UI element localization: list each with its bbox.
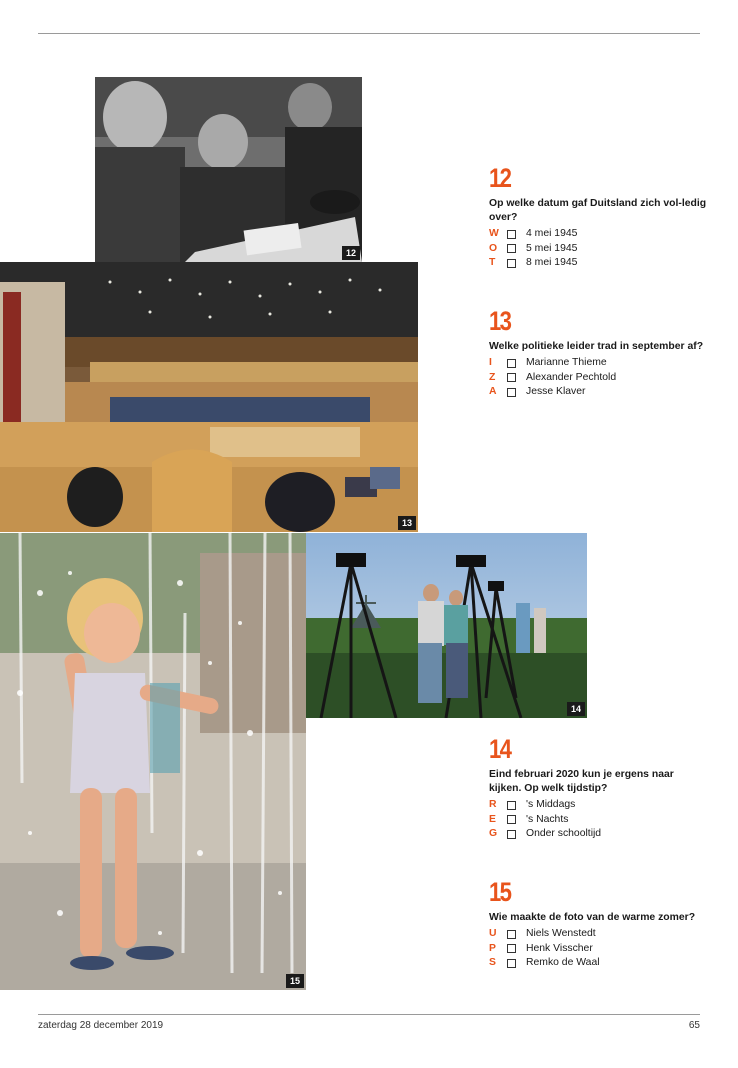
option-letter: R	[489, 799, 497, 810]
surrender-signing-image	[95, 77, 362, 262]
photo-fountain-child	[0, 533, 306, 990]
question-number: 15	[489, 877, 511, 907]
question-13	[489, 307, 709, 400]
answer-option[interactable]	[489, 256, 709, 271]
option-letter: U	[489, 928, 497, 939]
option-label: Jesse Klaver	[526, 386, 586, 397]
photo-badge: 15	[286, 974, 304, 988]
option-letter: O	[489, 242, 498, 254]
option-letter: E	[489, 813, 496, 825]
option-label: Remko de Waal	[526, 957, 600, 968]
fountain-child-image	[0, 533, 306, 990]
option-label: 's Nachts	[526, 813, 569, 825]
option-label: Niels Wenstedt	[526, 928, 596, 939]
question-number: 13	[489, 306, 511, 336]
top-rule	[38, 33, 700, 34]
answer-option[interactable]	[489, 227, 709, 242]
answer-option[interactable]	[489, 385, 709, 400]
checkbox[interactable]	[507, 259, 516, 268]
option-label: Marianne Thieme	[526, 357, 607, 368]
question-text: Op welke datum gaf Duitsland zich vol-ledig over?	[489, 198, 707, 223]
question-15	[489, 878, 709, 971]
photo-surrender-signing	[95, 77, 362, 262]
bottom-rule	[38, 1014, 700, 1015]
answer-option[interactable]	[489, 927, 709, 942]
answer-option[interactable]	[489, 827, 709, 842]
option-label: 's Middags	[526, 799, 576, 810]
option-letter: S	[489, 957, 496, 968]
answer-option[interactable]	[489, 813, 709, 828]
checkbox[interactable]	[507, 815, 516, 824]
checkbox[interactable]	[507, 388, 516, 397]
question-text: Welke politieke leider trad in september af?	[489, 341, 704, 352]
option-letter: G	[489, 828, 498, 839]
option-label: Alexander Pechtold	[526, 371, 617, 383]
checkbox[interactable]	[507, 230, 516, 239]
checkbox[interactable]	[507, 944, 516, 953]
question-number: 14	[489, 734, 511, 764]
answer-option[interactable]	[489, 798, 709, 813]
page-number: 65	[688, 1020, 700, 1031]
answer-option[interactable]	[489, 242, 709, 257]
checkbox[interactable]	[507, 959, 516, 968]
option-letter: P	[489, 942, 496, 954]
option-letter: I	[489, 357, 492, 368]
option-letter: Z	[489, 371, 496, 383]
option-label: 5 mei 1945	[526, 242, 578, 254]
photographers-image	[306, 533, 587, 718]
question-14	[489, 735, 709, 842]
photo-badge: 12	[342, 246, 360, 260]
option-label: 4 mei 1945	[526, 228, 578, 239]
option-letter: W	[489, 228, 499, 239]
checkbox[interactable]	[507, 801, 516, 810]
question-text: Eind februari 2020 kun je ergens naar kijken. Op welk tijdstip?	[489, 769, 674, 794]
option-letter: T	[489, 257, 496, 268]
answer-option[interactable]	[489, 371, 709, 386]
answer-option[interactable]	[489, 356, 709, 371]
question-number: 12	[489, 163, 511, 193]
checkbox[interactable]	[507, 373, 516, 382]
option-label: 8 mei 1945	[526, 257, 578, 268]
footer-date: zaterdag 28 december 2019	[38, 1020, 164, 1031]
parliament-image	[0, 262, 418, 532]
option-letter: A	[489, 386, 497, 397]
checkbox[interactable]	[507, 359, 516, 368]
photo-badge: 13	[398, 516, 416, 530]
checkbox[interactable]	[507, 930, 516, 939]
checkbox[interactable]	[507, 244, 516, 253]
checkbox[interactable]	[507, 830, 516, 839]
answer-option[interactable]	[489, 942, 709, 957]
option-label: Onder schooltijd	[526, 828, 602, 839]
photo-photographers	[306, 533, 587, 718]
question-text: Wie maakte de foto van de warme zomer?	[489, 912, 696, 923]
option-label: Henk Visscher	[526, 942, 593, 954]
photo-parliament	[0, 262, 418, 532]
question-12	[489, 164, 709, 271]
photo-badge: 14	[567, 702, 585, 716]
answer-option[interactable]	[489, 956, 709, 971]
